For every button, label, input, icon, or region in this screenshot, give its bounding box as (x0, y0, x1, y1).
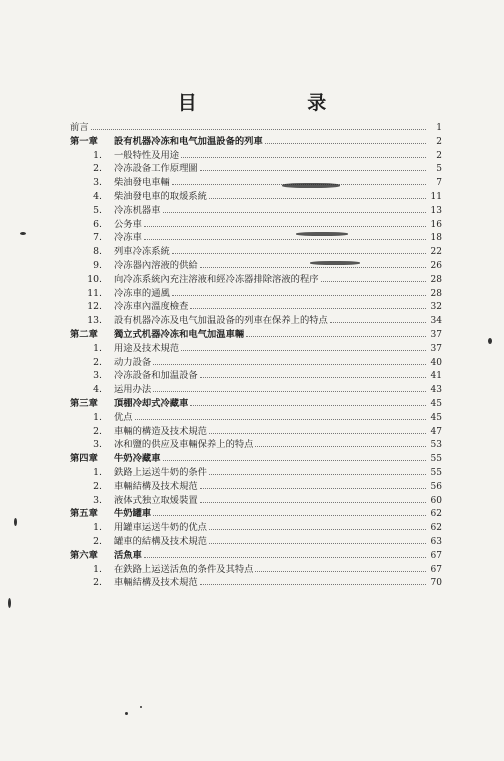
dot-leader (172, 294, 426, 296)
toc-entry-title: 頂棚冷却式冷藏車 (114, 397, 189, 409)
toc-entry-number: 4. (93, 384, 102, 396)
toc-chapter-row (70, 135, 442, 149)
toc-entry-page: 62 (430, 523, 442, 534)
toc-entry-number: 8. (93, 246, 102, 258)
ink-smudge (310, 261, 360, 265)
toc-entry-page: 32 (430, 302, 442, 313)
toc-entry-title: 柴油發电車輛 (114, 177, 170, 189)
dot-leader (200, 266, 426, 268)
dot-leader (200, 501, 426, 503)
toc-section-row (70, 149, 442, 163)
ink-smudge (282, 183, 340, 188)
dot-leader (265, 142, 426, 144)
dot-leader (255, 445, 426, 447)
toc-entry-title: 冰和鹽的供应及車輛保养上的特点 (114, 439, 254, 451)
toc-entry-title: 車輛的構造及技术規范 (114, 425, 207, 437)
toc-section-row (70, 576, 442, 590)
toc-entry-page: 7 (436, 178, 442, 189)
page-title: 目 录 (177, 92, 379, 114)
toc-entry-page: 67 (430, 564, 442, 575)
toc-entry-number: 2. (93, 163, 102, 175)
dot-leader (190, 404, 426, 406)
dot-leader (181, 156, 426, 158)
toc-entry-number: 3. (93, 177, 102, 189)
toc-section-row (70, 231, 442, 245)
toc-section-row (70, 204, 442, 218)
toc-entry-title: 动力設备 (114, 356, 152, 368)
toc-entry-page: 56 (430, 481, 442, 492)
toc-section-row (70, 342, 442, 356)
toc-section-row (70, 369, 442, 383)
toc-entry-number: 1. (93, 149, 102, 161)
toc-entry-number: 12. (87, 301, 102, 313)
dot-leader (135, 418, 426, 420)
toc-entry-number: 3. (93, 494, 102, 506)
toc-entry-page: 37 (430, 343, 442, 354)
toc-chapter-row (70, 549, 442, 563)
toc-entry-number: 13. (87, 315, 102, 327)
toc-section-row (70, 411, 442, 425)
toc-entry-title: 液体式独立取煖裝置 (114, 494, 198, 506)
ink-smudge (296, 232, 348, 236)
toc-entry-title: 冷冻設备工作原理圖 (114, 163, 198, 175)
toc-entry-number: 6. (93, 218, 102, 230)
toc-chapter-row (70, 452, 442, 466)
toc-entry-number: 10. (87, 273, 102, 285)
dot-leader (144, 225, 426, 227)
dot-leader (209, 528, 426, 530)
dot-leader (172, 252, 426, 254)
toc-section-row (70, 190, 442, 204)
table-of-contents (70, 121, 442, 590)
toc-section-row (70, 356, 442, 370)
dot-leader (255, 570, 426, 572)
dot-leader (330, 321, 426, 323)
dot-leader (163, 211, 427, 213)
toc-entry-page: 40 (430, 357, 442, 368)
toc-chapter-row (70, 507, 442, 521)
toc-entry-title: 列車冷冻系統 (114, 246, 170, 258)
toc-entry-number: 1. (93, 466, 102, 478)
toc-entry-page: 60 (430, 495, 442, 506)
toc-section-row (70, 383, 442, 397)
toc-section-row (70, 425, 442, 439)
toc-entry-title: 牛奶罐車 (114, 508, 152, 520)
toc-section-row (70, 314, 442, 328)
toc-section-row (70, 176, 442, 190)
toc-chapter-row (70, 397, 442, 411)
ink-speck (20, 232, 26, 235)
toc-entry-title: 优点 (114, 411, 133, 423)
toc-chapter-row (70, 328, 442, 342)
toc-section-row (70, 300, 442, 314)
dot-leader (153, 390, 426, 392)
toc-entry-page: 43 (430, 385, 442, 396)
toc-section-row (70, 563, 442, 577)
toc-section-row (70, 218, 442, 232)
dot-leader (200, 169, 426, 171)
toc-entry-number: 1. (93, 522, 102, 534)
toc-entry-number: 3. (93, 370, 102, 382)
toc-section-row (70, 259, 442, 273)
toc-entry-page: 45 (430, 412, 442, 423)
toc-section-row (70, 480, 442, 494)
toc-entry-number: 第一章 (70, 135, 98, 147)
toc-entry-page: 1 (436, 123, 442, 133)
toc-section-row (70, 466, 442, 480)
toc-entry-page: 62 (430, 509, 442, 520)
toc-entry-title: 牛奶冷藏車 (114, 453, 161, 465)
toc-entry-page: 22 (430, 247, 442, 258)
ink-speck (488, 338, 492, 344)
dot-leader (163, 459, 427, 461)
dot-leader (321, 280, 426, 282)
dot-leader (153, 514, 426, 516)
dot-leader (200, 487, 426, 489)
toc-entry-number: 2. (93, 356, 102, 368)
toc-section-row (70, 535, 442, 549)
toc-entry-page: 2 (436, 150, 442, 161)
toc-entry-page: 16 (430, 219, 442, 230)
toc-entry-number: 2. (93, 535, 102, 547)
dot-leader (209, 473, 426, 475)
dot-leader (200, 376, 426, 378)
ink-speck (8, 598, 11, 608)
ink-speck (14, 518, 17, 526)
toc-entry-title: 冷冻設备和加温設备 (114, 370, 198, 382)
toc-entry-title: 用罐車运送牛奶的优点 (114, 522, 207, 534)
toc-entry-title: 獨立式机器冷冻和电气加温車輛 (114, 328, 245, 340)
toc-entry-page: 13 (430, 205, 442, 216)
dot-leader (190, 307, 426, 309)
toc-entry-title: 鉄路上运送牛奶的条件 (114, 466, 207, 478)
toc-entry-title: 設有机器冷冻和电气加温設备的列車 (114, 135, 263, 147)
dot-leader (209, 542, 426, 544)
toc-entry-title: 公务車 (114, 218, 142, 230)
dot-leader (91, 128, 426, 130)
toc-section-row (70, 438, 442, 452)
toc-entry-title: 冷冻机器車 (114, 204, 161, 216)
toc-section-row (70, 273, 442, 287)
toc-entry-title: 罐車的結構及技术規范 (114, 535, 207, 547)
dot-leader (209, 432, 426, 434)
toc-entry-number: 第五章 (70, 508, 98, 520)
toc-section-row (70, 521, 442, 535)
toc-entry-page: 63 (430, 536, 442, 547)
toc-entry-number: 第四章 (70, 453, 98, 465)
ink-speck (125, 712, 128, 715)
toc-entry-title: 冷冻車 (114, 232, 142, 244)
dot-leader (144, 238, 426, 240)
toc-entry-number: 3. (93, 439, 102, 451)
toc-entry-number: 1. (93, 411, 102, 423)
toc-entry-title: 向冷冻系統內充注溶液和經冷冻器排除溶液的程序 (114, 273, 319, 285)
toc-entry-title: 用途及技术規范 (114, 342, 180, 354)
toc-entry-title: 冷冻車內溫度檢查 (114, 301, 189, 313)
toc-entry-number: 1. (93, 342, 102, 354)
toc-entry-title: 前言 (70, 122, 89, 133)
toc-entry-number: 第三章 (70, 397, 98, 409)
dot-leader (200, 583, 426, 585)
toc-entry-page: 34 (430, 316, 442, 327)
dot-leader (246, 335, 426, 337)
toc-entry-number: 4. (93, 190, 102, 202)
toc-preface-row (70, 121, 442, 135)
toc-entry-number: 2. (93, 480, 102, 492)
toc-section-row (70, 245, 442, 259)
toc-entry-page: 2 (436, 136, 442, 147)
toc-entry-title: 車輛結構及技术規范 (114, 577, 198, 589)
toc-entry-number: 第六章 (70, 549, 98, 561)
toc-entry-page: 53 (430, 440, 442, 451)
toc-entry-title: 在鉄路上运送活魚的条件及其特点 (114, 563, 254, 575)
toc-entry-page: 55 (430, 467, 442, 478)
toc-entry-number: 5. (93, 204, 102, 216)
toc-entry-number: 11. (87, 287, 102, 299)
toc-entry-title: 活魚車 (114, 549, 142, 561)
toc-entry-title: 柴油發电車的取煖系統 (114, 190, 207, 202)
toc-section-row (70, 494, 442, 508)
toc-entry-page: 67 (430, 550, 442, 561)
toc-entry-page: 55 (430, 454, 442, 465)
dot-leader (144, 556, 426, 558)
toc-entry-number: 第二章 (70, 328, 98, 340)
toc-entry-page: 70 (430, 578, 442, 589)
dot-leader (181, 349, 426, 351)
toc-entry-page: 18 (430, 233, 442, 244)
toc-entry-title: 車輛結構及技术規范 (114, 480, 198, 492)
toc-entry-page: 11 (430, 191, 442, 202)
toc-entry-number: 1. (93, 563, 102, 575)
dot-leader (153, 363, 426, 365)
toc-entry-page: 47 (430, 426, 442, 437)
ink-speck (140, 706, 142, 708)
toc-entry-title: 冷冻器內溶液的供給 (114, 259, 198, 271)
toc-entry-title: 一般特性及用途 (114, 149, 180, 161)
toc-entry-title: 冷冻車的通風 (114, 287, 170, 299)
toc-entry-page: 28 (430, 288, 442, 299)
toc-entry-page: 45 (430, 398, 442, 409)
toc-entry-page: 26 (430, 260, 442, 271)
toc-section-row (70, 162, 442, 176)
toc-entry-page: 41 (430, 371, 442, 382)
toc-section-row (70, 287, 442, 301)
toc-entry-page: 5 (436, 164, 442, 175)
toc-entry-page: 28 (430, 274, 442, 285)
toc-entry-number: 7. (93, 232, 102, 244)
toc-entry-page: 37 (430, 329, 442, 340)
toc-entry-title: 設有机器冷冻及电气加温設备的列車在保养上的特点 (114, 315, 328, 327)
toc-entry-title: 运用办法 (114, 384, 152, 396)
toc-entry-number: 9. (93, 259, 102, 271)
dot-leader (209, 197, 426, 199)
toc-entry-number: 2. (93, 577, 102, 589)
toc-entry-number: 2. (93, 425, 102, 437)
